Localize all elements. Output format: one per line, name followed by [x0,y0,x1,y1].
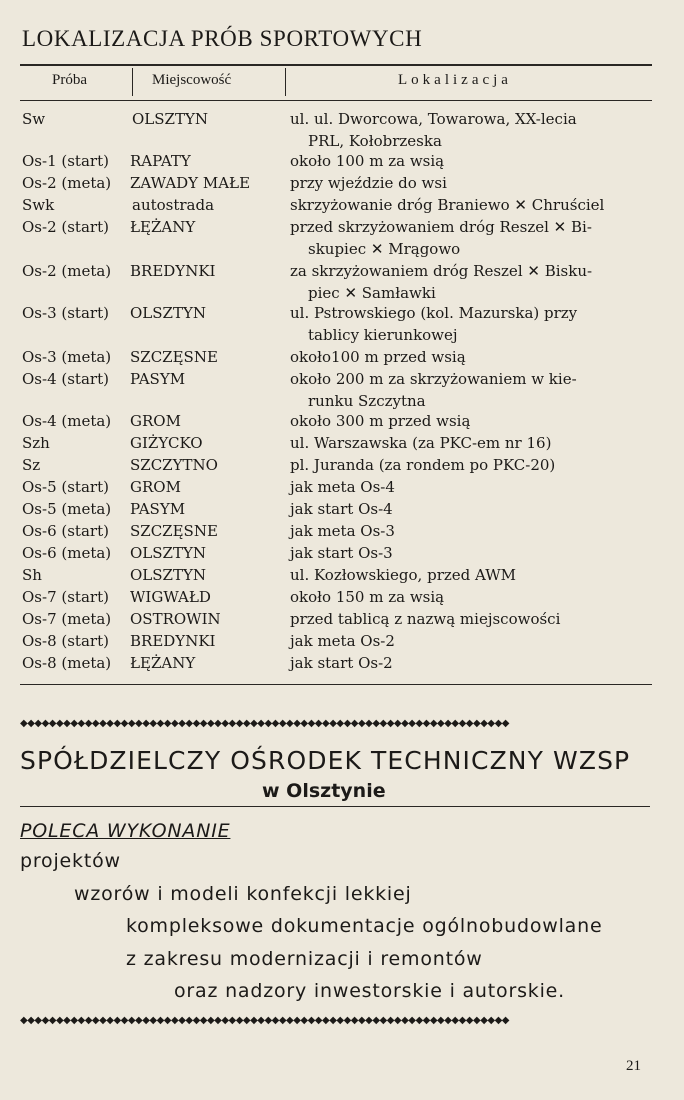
cell-miejscowosc: GROM [130,412,181,430]
cell-lokalizacja-line: runku Szczytna [308,392,426,410]
cell-lokalizacja-line: jak meta Os-3 [290,522,395,540]
advert-line: z zakresu modernizacji i remontów [126,948,483,970]
cell-proba: Szh [22,434,50,452]
cell-miejscowosc: OLSZTYN [132,110,208,128]
advert-subtitle: w Olsztynie [262,780,386,802]
cell-lokalizacja-line: ul. ul. Dworcowa, Towarowa, XX-lecia [290,110,577,128]
cell-proba: Os-4 (meta) [22,412,112,430]
cell-miejscowosc: PASYM [130,370,186,388]
cell-miejscowosc: OLSZTYN [130,304,206,322]
cell-lokalizacja [290,194,652,216]
cell-lokalizacja-line: ul. Warszawska (za PKC-em nr 16) [290,434,552,452]
advert-line: oraz nadzory inwestorskie i autorskie. [174,980,565,1002]
cell-lokalizacja-line: PRL, Kołobrzeska [308,132,442,150]
cell-proba: Sz [22,456,41,474]
cell-lokalizacja-line: jak start Os-4 [290,500,393,518]
cell-miejscowosc: BREDYNKI [130,632,216,650]
cell-proba: Os-3 (meta) [22,348,112,366]
cell-proba: Os-6 (start) [22,522,109,540]
cell-miejscowosc: SZCZYTNO [130,456,218,474]
cell-lokalizacja [290,410,652,432]
cell-proba: Os-8 (meta) [22,654,112,672]
cell-proba: Os-5 (start) [22,478,109,496]
cell-proba: Os-4 (start) [22,370,109,388]
cell-lokalizacja [290,630,652,652]
page-number: 21 [626,1058,641,1074]
cell-proba: Os-2 (meta) [22,174,112,192]
cell-miejscowosc: SZCZĘSNE [130,522,218,540]
cell-lokalizacja [290,652,652,674]
cell-lokalizacja-line: tablicy kierunkowej [308,326,458,344]
page-title: LOKALIZACJA PRÓB SPORTOWYCH [22,26,423,51]
cell-lokalizacja-line: około 200 m za skrzyżowaniem w kie- [290,370,577,388]
cell-lokalizacja [290,150,652,172]
advert-line: wzorów i modeli konfekcji lekkiej [74,883,412,905]
cell-lokalizacja [290,346,652,368]
cell-lokalizacja [290,586,652,608]
advert-line: projektów [20,850,121,872]
header-proba: Próba [52,72,87,88]
cell-lokalizacja [290,108,652,152]
cell-miejscowosc: SZCZĘSNE [130,348,218,366]
cell-lokalizacja [290,260,652,304]
title-rule [20,64,652,66]
cell-lokalizacja [290,564,652,586]
cell-lokalizacja-line: przed skrzyżowaniem dróg Reszel ✕ Bi- [290,218,592,236]
cell-miejscowosc: OLSZTYN [130,544,206,562]
cell-lokalizacja [290,608,652,630]
cell-proba: Sw [22,110,46,128]
cell-miejscowosc: WIGWAŁD [130,588,211,606]
cell-lokalizacja [290,454,652,476]
cell-lokalizacja-line: za skrzyżowaniem dróg Reszel ✕ Bisku- [290,262,593,280]
header-miejscowosc: Miejscowość [152,72,232,88]
cell-lokalizacja-line: około100 m przed wsią [290,348,466,366]
cell-proba: Swk [22,196,55,214]
cell-proba: Os-7 (start) [22,588,109,606]
cell-lokalizacja [290,520,652,542]
cell-lokalizacja-line: przed tablicą z nazwą miejscowości [290,610,561,628]
cell-proba: Os-3 (start) [22,304,109,322]
cell-lokalizacja-line: około 100 m za wsią [290,152,445,170]
cell-proba: Os-8 (start) [22,632,109,650]
cell-miejscowosc: ŁĘŻANY [130,654,196,672]
cell-miejscowosc: GROM [130,478,181,496]
cell-miejscowosc: RAPATY [130,152,191,170]
header-rule [20,100,652,101]
advert-title: SPÓŁDZIELCZY OŚRODEK TECHNICZNY WZSP [20,746,631,775]
cell-lokalizacja-line: ul. Pstrowskiego (kol. Mazurska) przy [290,304,578,322]
cell-lokalizacja [290,432,652,454]
cell-proba: Os-6 (meta) [22,544,112,562]
cell-proba: Os-2 (meta) [22,262,112,280]
cell-proba: Os-1 (start) [22,152,109,170]
header-lokalizacja: Lokalizacja [398,72,512,88]
cell-lokalizacja-line: skrzyżowanie dróg Braniewo ✕ Chruściel [290,196,605,214]
cell-proba: Os-2 (start) [22,218,109,236]
cell-lokalizacja-line: jak start Os-2 [290,654,393,672]
cell-lokalizacja-line: jak meta Os-4 [290,478,395,496]
diamond-border-top: ◆◆◆◆◆◆◆◆◆◆◆◆◆◆◆◆◆◆◆◆◆◆◆◆◆◆◆◆◆◆◆◆◆◆◆◆◆◆◆◆◆◆◆◆◆◆◆◆◆◆◆◆◆◆◆◆◆◆◆◆◆◆◆◆◆◆◆◆ [20,718,509,729]
cell-lokalizacja [290,368,652,412]
cell-lokalizacja-line: ul. Kozłowskiego, przed AWM [290,566,517,584]
cell-miejscowosc: autostrada [132,196,215,214]
cell-lokalizacja-line: piec ✕ Samławki [308,284,436,302]
advert-rule [20,806,650,807]
cell-lokalizacja [290,476,652,498]
cell-miejscowosc: OSTROWIN [130,610,221,628]
cell-lokalizacja [290,302,652,346]
cell-lokalizacja-line: jak start Os-3 [290,544,393,562]
cell-lokalizacja-line: przy wjeździe do wsi [290,174,447,192]
cell-lokalizacja-line: skupiec ✕ Mrągowo [308,240,461,258]
cell-lokalizacja [290,542,652,564]
table-bottom-rule [20,684,652,685]
cell-lokalizacja [290,498,652,520]
cell-miejscowosc: ZAWADY MAŁE [130,174,251,192]
cell-lokalizacja [290,172,652,194]
cell-miejscowosc: GIŻYCKO [130,434,203,452]
cell-miejscowosc: OLSZTYN [130,566,206,584]
advert-poleca: POLECA WYKONANIE [20,820,231,842]
cell-lokalizacja-line: około 150 m za wsią [290,588,445,606]
cell-miejscowosc: ŁĘŻANY [130,218,196,236]
cell-proba: Os-7 (meta) [22,610,112,628]
header-divider [132,68,133,96]
advert-line: kompleksowe dokumentacje ogólnobudowlane [126,915,603,937]
cell-proba: Sh [22,566,42,584]
header-divider [285,68,286,96]
cell-lokalizacja [290,216,652,260]
diamond-border-bottom: ◆◆◆◆◆◆◆◆◆◆◆◆◆◆◆◆◆◆◆◆◆◆◆◆◆◆◆◆◆◆◆◆◆◆◆◆◆◆◆◆◆◆◆◆◆◆◆◆◆◆◆◆◆◆◆◆◆◆◆◆◆◆◆◆◆◆◆◆ [20,1015,509,1026]
cell-lokalizacja-line: pl. Juranda (za rondem po PKC-20) [290,456,556,474]
cell-miejscowosc: BREDYNKI [130,262,216,280]
cell-miejscowosc: PASYM [130,500,186,518]
cell-proba: Os-5 (meta) [22,500,112,518]
cell-lokalizacja-line: jak meta Os-2 [290,632,395,650]
cell-lokalizacja-line: około 300 m przed wsią [290,412,471,430]
